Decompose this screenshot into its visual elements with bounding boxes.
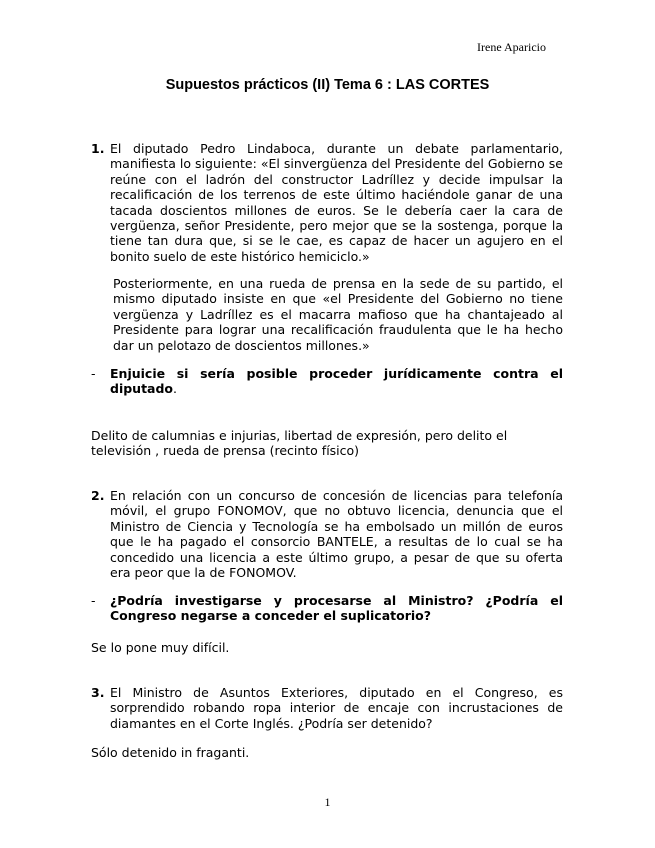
- document-title: Supuestos prácticos (II) Tema 6 : LAS CORTES: [165, 77, 490, 93]
- prompt-text: Enjuicie si sería posible proceder jurídicamente contra el diputado: [110, 366, 563, 397]
- question-text: El diputado Pedro Lindaboca, durante un debate parlamentario, manifiesta lo siguiente: «El sinvergüenza del Presidente del Gobierno se reúne con el ladrón del constructor Ladríllez y decide impulsar la recalificación de los terrenos de este último haciéndole ganar de una tacada doscientos millones de euros. Se le debería caer la cara de vergüenza, señor Presidente, pero mejor que se la sostenga, porque la tiene tan dura que, si se le cae, es capaz de hacer un agujero en el bonito suelo de este histórico hemiciclo.»: [110, 141, 563, 264]
- question-1-followup: Posteriormente, en una rueda de prensa en la sede de su partido, el mismo diputado insiste en que «el Presidente del Gobierno no tiene vergüenza y Ladríllez es el macarra mafioso que ha chantajeado al Presidente para lograr una recalificación fraudulenta que le ha hecho dar un pelotazo de doscientos millones.»: [113, 276, 563, 353]
- answer-1: Delito de calumnias e injurias, libertad de expresión, pero delito el televisión , rueda de prensa (recinto físico): [91, 428, 508, 459]
- prompt-text: ¿Podría investigarse y procesarse al Ministro? ¿Podría el Congreso negarse a conceder el suplicatorio?: [110, 593, 563, 624]
- question-3: [91, 685, 563, 731]
- prompt-end: .: [173, 381, 178, 397]
- dash-marker: -: [91, 366, 96, 381]
- header-author: Irene Aparicio: [477, 40, 546, 54]
- answer-2: Se lo pone muy difícil.: [91, 640, 230, 655]
- question-number: 1.: [91, 141, 105, 156]
- question-2-prompt: [91, 593, 563, 624]
- question-text: En relación con un concurso de concesión de licencias para telefonía móvil, el grupo FONOMOV, que no obtuvo licencia, denuncia que el Ministro de Ciencia y Tecnología se ha embolsado un millón de euros que le ha pagado el consorcio BANTELE, a resultas de lo cual se ha concedido una licencia a este último grupo, a pesar de que su oferta era peor que la de FONOMOV.: [110, 488, 563, 581]
- question-1: [91, 141, 563, 264]
- dash-marker: -: [91, 593, 96, 608]
- question-1-prompt: [91, 366, 563, 397]
- page-number: 1: [324, 795, 331, 809]
- question-2: [91, 488, 563, 580]
- question-number: 2.: [91, 488, 105, 503]
- question-number: 3.: [91, 685, 105, 700]
- answer-3: Sólo detenido in fraganti.: [91, 745, 250, 760]
- question-text: El Ministro de Asuntos Exteriores, diputado en el Congreso, es sorprendido robando ropa interior de encaje con incrustaciones de diamantes en el Corte Inglés. ¿Podría ser detenido?: [110, 685, 563, 731]
